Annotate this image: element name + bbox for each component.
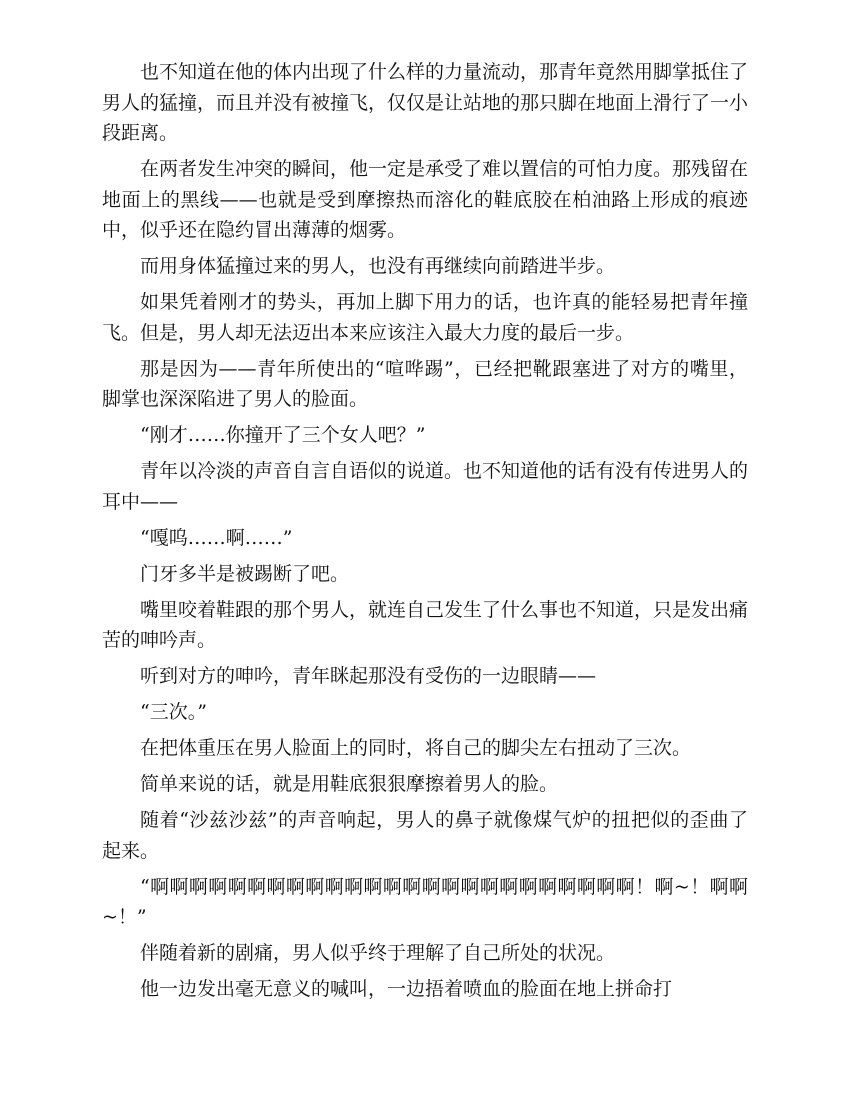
paragraph-6: “刚才……你撞开了三个女人吧？”: [140, 424, 426, 446]
paragraph-7: 青年以冷淡的声音自言自语似的说道。也不知道他的话有没有传进男人的耳中——: [102, 460, 749, 513]
paragraph-16: “啊啊啊啊啊啊啊啊啊啊啊啊啊啊啊啊啊啊啊啊啊啊啊啊啊！啊~！啊啊~！”: [102, 875, 748, 928]
paragraph-15: 随着“沙兹沙兹”的声音响起，男人的鼻子就像煤气炉的扭把似的歪曲了起来。: [102, 809, 748, 862]
paragraph-14: 简单来说的话，就是用鞋底狠狠摩擦着男人的脸。: [140, 773, 559, 795]
paragraph-10: 嘴里咬着鞋跟的那个男人，就连自己发生了什么事也不知道，只是发出痛苦的呻吟声。: [102, 598, 749, 651]
paragraph-8: “嘎呜……啊……”: [140, 526, 293, 549]
paragraph-2: 在两者发生冲突的瞬间，他一定是承受了难以置信的可怕力度。那残留在地面上的黑线——也就是受到摩擦热而溶化的鞋底胶在柏油路上形成的痕迹中，似乎还在隐约冒出薄薄的烟雾。: [102, 158, 749, 241]
paragraph-11: 听到对方的呻吟，青年眯起那没有受伤的一边眼睛——: [140, 665, 597, 687]
paragraph-9: 门牙多半是被踢断了吧。: [140, 562, 350, 585]
paragraph-4: 如果凭着刚才的势头，再加上脚下用力的话，也许真的能轻易把青年撞飞。但是，男人却无法迈出本来应该注入最大力度的最后一步。: [102, 291, 748, 344]
paragraph-17: 伴随着新的剧痛，男人似乎终于理解了自己所处的状况。: [140, 942, 616, 964]
paragraph-5: 那是因为——青年所使出的“喧哗踢”，已经把靴跟塞进了对方的嘴里，脚掌也深深陷进了男人的脸面。: [102, 357, 748, 410]
paragraph-18: 他一边发出毫无意义的喊叫，一边捂着喷血的脸面在地上拼命打: [140, 978, 673, 1000]
paragraph-12: “三次。”: [140, 701, 207, 723]
document-page: [102, 57, 748, 1010]
paragraph-13: 在把体重压在男人脸面上的同时，将自己的脚尖左右扭动了三次。: [140, 737, 692, 759]
paragraph-1: 也不知道在他的体内出现了什么样的力量流动，那青年竟然用脚掌抵住了男人的猛撞，而且并没有被撞飞，仅仅是让站地的那只脚在地面上滑行了一小段距离。: [102, 61, 749, 144]
paragraph-3: 而用身体猛撞过来的男人，也没有再继续向前踏进半步。: [140, 255, 616, 277]
